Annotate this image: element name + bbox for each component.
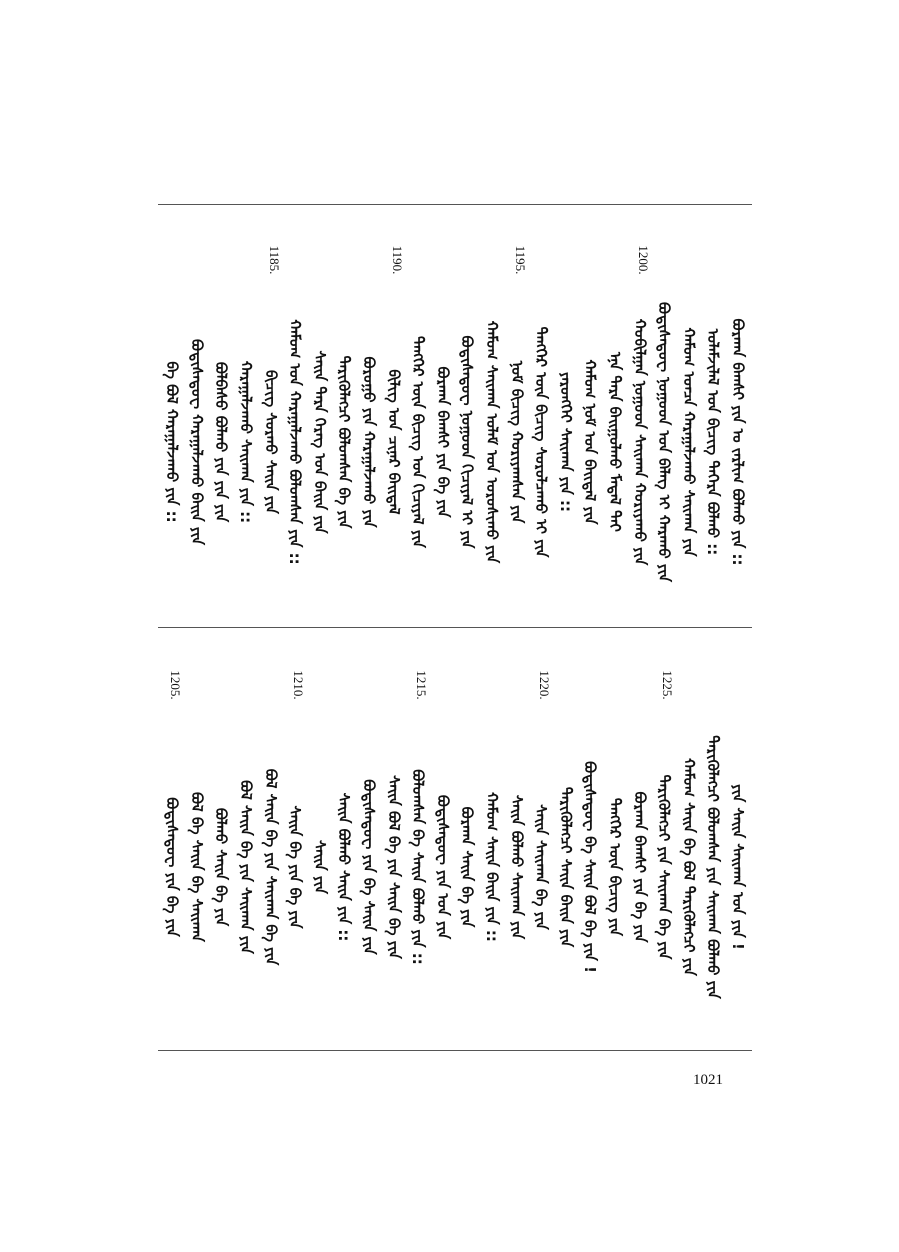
verse-column bbox=[730, 240, 752, 610]
verse-column bbox=[533, 665, 555, 1035]
verse-line: ᠶᠢᠨ ᠰᠠᠢᠨ ᠰᠠᠢᠬᠠᠨ ᠤᠨ ᠶᠢᠨ ! bbox=[729, 784, 747, 950]
verse-line: ᠪᠣᠳᠢᠰᠠᠳᠤᠸ ᠨᠤᠭᠤᠳ ᠤᠨ ᠪᠡᠯᠡᠭ ᠢ ᠬᠠᠷᠠᠬᠤ ᠶᠢᠨ bbox=[655, 301, 674, 583]
line-number bbox=[435, 240, 457, 280]
line-number bbox=[336, 665, 358, 705]
verse-column bbox=[410, 240, 432, 610]
verse-line: ᠪᠣᠯ ᠰᠠᠢᠨ ᠪᠠ ᠶᠢᠨ ᠰᠠᠢᠬᠠᠨ ᠪᠠ ᠶᠢᠨ bbox=[261, 768, 280, 966]
verse-column bbox=[410, 665, 432, 1035]
line-number bbox=[607, 240, 629, 280]
line-number bbox=[730, 240, 752, 280]
line-number bbox=[164, 240, 186, 280]
verse-line: ᠪᠣᠯ ᠪᠠ ᠰᠠᠢᠨ ᠪᠠ ᠰᠠᠢᠬᠠᠨ bbox=[187, 792, 206, 942]
verse-line: ᠪᠣᠯᠬᠤ ᠰᠠᠢᠨ ᠪᠠ ᠶᠢᠨ bbox=[212, 807, 231, 927]
verse-column bbox=[459, 665, 481, 1035]
verse-column bbox=[607, 240, 629, 610]
verse-line: ᠲᠡᠩᠭᠡᠷ ᠦᠨ ᠪᠢᠴᠢᠭ ᠶᠢᠨ bbox=[606, 797, 624, 937]
verse-line: ᠲᠡᠩᠭᠡᠷ ᠦᠨ ᠪᠢᠴᠢᠭ ᠰᠤᠷᠤᠯᠴᠠᠬᠤ ᠢ ᠶᠢᠨ bbox=[532, 326, 551, 558]
line-number bbox=[582, 665, 604, 705]
verse-line: ᠪᠤᠷᠬᠠᠨ ᠪᠠᠭᠰᠢ ᠶᠢᠨ ᠪᠠ ᠶᠢᠨ bbox=[433, 366, 452, 518]
verse-column bbox=[681, 240, 703, 610]
verse-line: ᠰᠠᠢᠨ ᠶᠢᠨ bbox=[310, 839, 329, 895]
line-number: 1225. bbox=[660, 670, 676, 700]
verse-line: ᠰᠠᠢᠨ ᠪᠣᠯᠬᠤ ᠰᠠᠢᠨ ᠶᠢᠨ :: bbox=[335, 792, 354, 942]
line-number: 1215. bbox=[414, 670, 430, 700]
verse-line: ᠲᠡᠷᠢᠭᠦᠯᠡᠭᠴᠢ ᠶᠢᠨ ᠰᠠᠢᠬᠠᠨ ᠪᠠ ᠶᠢᠨ bbox=[655, 774, 674, 960]
verse-line: ᠪᠣᠳᠢᠰᠠᠳᠤᠸ ᠪᠠ ᠰᠠᠢᠨ ᠪᠣᠯ ᠪᠠ ᠶᠢᠨ ! bbox=[581, 761, 600, 973]
line-number bbox=[213, 240, 235, 280]
verse-line: ᠪᠢᠴᠢᠭ ᠰᠤᠷᠬᠤ ᠰᠠᠢᠨ ᠶᠢᠨ bbox=[261, 370, 280, 514]
verse-line: ᠪᠣᠯᠤᠭᠰᠠᠨ ᠪᠠ ᠰᠠᠢᠨ ᠪᠣᠯᠬᠤ ᠶᠢᠨ :: bbox=[409, 769, 428, 965]
verse-column bbox=[705, 240, 727, 610]
verse-line: ᠪᠣᠳᠢᠰᠠᠳᠤᠸ ᠶᠢᠨ ᠪᠠ ᠶᠢᠨ bbox=[163, 797, 182, 937]
line-number: 1205. bbox=[168, 670, 184, 700]
line-number bbox=[681, 240, 703, 280]
verse-column bbox=[386, 665, 408, 1035]
verse-column bbox=[632, 240, 654, 610]
verse-column bbox=[164, 240, 186, 610]
line-number: 1210. bbox=[291, 670, 307, 700]
line-number bbox=[607, 665, 629, 705]
line-number: 1200. bbox=[635, 245, 651, 275]
line-number bbox=[386, 665, 408, 705]
verse-line: ᠪᠤᠷᠬᠠᠨ ᠰᠠᠢᠨ ᠪᠠ ᠶᠢᠨ bbox=[458, 806, 477, 928]
verse-line: ᠬᠠᠮᠤᠭ ᠤᠨ ᠬᠠᠷᠠᠭᠠᠯᠵᠠᠬᠤ ᠪᠣᠯᠤᠭᠰᠠᠨ ᠶᠢᠨ :: bbox=[286, 319, 305, 565]
verse-line: ᠰᠠᠢᠨ ᠰᠠᠢᠬᠠᠨ ᠪᠠ ᠶᠢᠨ bbox=[532, 804, 551, 930]
line-number bbox=[238, 240, 260, 280]
verse-line: ᠪᠠ ᠪᠣᠯ ᠬᠠᠷᠠᠭᠠᠯᠵᠠᠬᠤ ᠶᠢᠨ :: bbox=[163, 361, 182, 523]
verse-line: ᠡᠨᠡ ᠲᠡᠷᠡ ᠪᠠᠢᠭᠤᠯᠬᠤ ᠮᠡᠳᠡᠯ ᠲᠡᠢ bbox=[606, 352, 624, 532]
verse-column bbox=[238, 240, 260, 610]
verse-line: ᠲᠡᠩᠭᠡᠷ ᠦᠨ ᠪᠢᠴᠢᠭ ᠤᠨ ᠬᠢᠴᠢᠶᠡᠯ ᠶᠢᠨ bbox=[409, 336, 428, 548]
verse-column bbox=[509, 665, 531, 1035]
line-number bbox=[336, 240, 358, 280]
line-number bbox=[656, 240, 678, 280]
verse-line: ᠶᠡᠷᠦᠩᠬᠡᠢ ᠰᠠᠢᠬᠠᠨ ᠶᠢᠨ :: bbox=[556, 372, 575, 512]
verse-column bbox=[558, 665, 580, 1035]
line-number bbox=[410, 240, 432, 280]
line-number bbox=[263, 665, 285, 705]
verse-column bbox=[607, 665, 629, 1035]
lower-verse-block bbox=[158, 665, 752, 1035]
line-number bbox=[558, 665, 580, 705]
upper-verse-block bbox=[158, 240, 752, 610]
verse-column bbox=[509, 240, 531, 610]
top-rule bbox=[158, 204, 752, 205]
verse-column bbox=[238, 665, 260, 1035]
verse-column bbox=[189, 240, 211, 610]
verse-line: ᠪᠣᠳᠢᠰᠠᠳᠤᠸ ᠬᠠᠷᠠᠭᠠᠯᠵᠠᠬᠤ ᠪᠠᠢᠨ ᠶᠢᠨ bbox=[187, 339, 206, 545]
line-number bbox=[509, 665, 531, 705]
verse-line: ᠪᠢᠯᠢᠭ ᠤᠨ ᠴᠢᠨᠠᠷ ᠪᠠᠢᠳᠠᠯ bbox=[384, 369, 403, 515]
verse-line: ᠪᠣᠳᠢᠰᠠᠳᠤᠸ ᠶᠢᠨ ᠤᠨ ᠶᠢᠨ bbox=[433, 794, 452, 940]
verse-column bbox=[435, 665, 457, 1035]
verse-line: ᠪᠣᠯᠪᠠᠰᠤ ᠪᠣᠯᠬᠤ ᠶᠢᠨ ᠶᠢᠨ ᠶᠢᠨ bbox=[212, 361, 231, 523]
verse-column bbox=[656, 240, 678, 610]
line-number bbox=[705, 665, 727, 705]
verse-line: ᠪᠣᠷᠣᠭᠣ ᠶᠢᠨ ᠬᠠᠷᠠᠭᠠᠯᠵᠠᠬᠤ ᠶᠢᠨ bbox=[360, 356, 378, 528]
line-number bbox=[312, 240, 334, 280]
verse-column bbox=[386, 240, 408, 610]
middle-rule bbox=[158, 627, 752, 628]
verse-column bbox=[681, 665, 703, 1035]
line-number bbox=[189, 240, 211, 280]
verse-column bbox=[263, 665, 285, 1035]
verse-column bbox=[213, 240, 235, 610]
verse-column bbox=[656, 665, 678, 1035]
verse-line: ᠬᠠᠷᠠᠭᠠᠯᠵᠠᠬᠤ ᠰᠠᠢᠬᠠᠨ ᠶᠢᠨ :: bbox=[237, 360, 255, 524]
verse-column bbox=[533, 240, 555, 610]
verse-line: ᠬᠠᠮᠤᠭ ᠣᠨᠴᠠ ᠬᠠᠷᠠᠭᠠᠯᠵᠠᠬᠤ ᠰᠠᠢᠬᠠᠨ ᠶᠢᠨ bbox=[679, 327, 698, 557]
line-number: 1185. bbox=[266, 245, 282, 275]
verse-line: ᠰᠠᠢᠨ ᠲᠡᠷᠡ ᠬᠡᠷᠡᠭ ᠤᠨ ᠪᠠᠢᠨ ᠶᠢᠨ bbox=[310, 350, 329, 534]
verse-line: ᠨᠣᠮ ᠪᠢᠴᠢᠭ ᠬᠤᠷᠢᠶᠠᠭᠰᠠᠨ ᠶᠢᠨ bbox=[507, 360, 526, 524]
verse-line: ᠰᠠᠢᠨ ᠪᠠ ᠶᠢᠨ ᠪᠠ ᠶᠢᠨ bbox=[286, 805, 305, 929]
verse-column bbox=[287, 665, 309, 1035]
line-number bbox=[189, 665, 211, 705]
verse-line: ᠤᠯᠠᠮᠵᠢᠯᠠᠯ ᠤᠨ ᠪᠢᠴᠢᠭ ᠳᠡᠭᠡᠷᠡ ᠪᠣᠯᠬᠤ :: bbox=[704, 328, 723, 556]
verse-line: ᠬᠠᠮᠤᠭ ᠰᠠᠢᠬᠠᠨ ᠤᠯᠠᠮ ᠤᠨ ᠤᠷᠤᠰᠢᠬᠤ ᠶᠢᠨ bbox=[483, 320, 501, 564]
verse-column bbox=[435, 240, 457, 610]
verse-line: ᠰᠠᠢᠨ ᠪᠣᠯᠬᠤ ᠰᠠᠢᠬᠠᠨ ᠶᠢᠨ bbox=[507, 794, 526, 940]
verse-column bbox=[263, 240, 285, 610]
verse-line: ᠬᠠᠮᠤᠭ ᠨᠣᠮ ᠤᠨ ᠪᠠᠢᠳᠠᠯ ᠶᠢᠨ bbox=[581, 359, 600, 525]
verse-line: ᠪᠣᠳᠢᠰᠠᠳᠤᠸ ᠨᠤᠭᠤᠳ ᠬᠢᠴᠢᠶᠡᠯ ᠢ ᠶᠢᠨ bbox=[458, 335, 477, 549]
verse-column bbox=[730, 665, 752, 1035]
verse-column bbox=[164, 665, 186, 1035]
verse-column bbox=[312, 665, 334, 1035]
verse-column bbox=[558, 240, 580, 610]
verse-line: ᠪᠣᠯ ᠰᠠᠢᠨ ᠪᠠ ᠶᠢᠨ ᠰᠠᠢᠬᠠᠨ ᠶᠢᠨ bbox=[237, 780, 255, 954]
verse-column bbox=[336, 665, 358, 1035]
verse-column bbox=[336, 240, 358, 610]
line-number bbox=[459, 240, 481, 280]
verse-line: ᠲᠡᠷᠢᠭᠦᠯᠡᠭᠴᠢ ᠪᠣᠯᠤᠭᠰᠠᠨ ᠪᠠ ᠶᠢᠨ bbox=[335, 355, 354, 529]
line-number bbox=[459, 665, 481, 705]
line-number bbox=[312, 665, 334, 705]
line-number bbox=[435, 665, 457, 705]
verse-column bbox=[287, 240, 309, 610]
verse-line: ᠬᠠᠮᠤᠭ ᠰᠠᠢᠨ ᠪᠠᠢᠨ ᠶᠢᠨ :: bbox=[483, 792, 501, 942]
line-number bbox=[238, 665, 260, 705]
line-number bbox=[287, 240, 309, 280]
verse-column bbox=[213, 665, 235, 1035]
verse-line: ᠰᠠᠢᠨ ᠪᠣᠯ ᠪᠠ ᠶᠢᠨ ᠰᠠᠢᠨ ᠪᠠ ᠶᠢᠨ bbox=[384, 775, 403, 959]
verse-line: ᠲᠡᠷᠢᠭᠦᠯᠡᠭᠴᠢ ᠰᠠᠢᠨ ᠪᠠᠢᠨ ᠶᠢᠨ bbox=[556, 786, 575, 948]
line-number bbox=[484, 665, 506, 705]
verse-line: ᠪᠤᠷᠬᠠᠨ ᠪᠠᠭᠰᠢ ᠶᠢᠨ ᠪᠠ ᠶᠢᠨ bbox=[630, 791, 649, 943]
verse-column bbox=[632, 665, 654, 1035]
line-number bbox=[632, 665, 654, 705]
line-number bbox=[484, 240, 506, 280]
verse-column bbox=[582, 665, 604, 1035]
verse-line: ᠬᠤᠪᠢᠯᠭᠠᠨ ᠨᠤᠭᠤᠳ ᠰᠠᠢᠬᠠᠨ ᠬᠤᠷᠢᠶᠠᠬᠤ ᠶᠢᠨ bbox=[630, 318, 649, 566]
verse-line: ᠪᠤᠷᠬᠠᠨ ᠪᠠᠭᠰᠢ ᠶᠢᠨ ᠤ ᠵᠠᠷᠯᠢᠭ ᠪᠣᠯᠬᠤ ᠶᠢᠨ :: bbox=[729, 318, 747, 566]
line-number bbox=[730, 665, 752, 705]
verse-column bbox=[361, 665, 383, 1035]
verse-column bbox=[459, 240, 481, 610]
line-number: 1190. bbox=[389, 245, 405, 275]
verse-column bbox=[484, 665, 506, 1035]
verse-column bbox=[705, 665, 727, 1035]
line-number bbox=[533, 240, 555, 280]
bottom-rule bbox=[158, 1050, 752, 1051]
line-number: 1195. bbox=[512, 245, 528, 275]
verse-column bbox=[312, 240, 334, 610]
line-number bbox=[213, 665, 235, 705]
line-number bbox=[558, 240, 580, 280]
verse-column bbox=[189, 665, 211, 1035]
verse-line: ᠬᠠᠮᠤᠭ ᠰᠠᠢᠨ ᠪᠠ ᠪᠣᠯ ᠲᠡᠷᠢᠭᠦᠯᠡᠭᠴᠢ ᠶᠢᠨ bbox=[679, 758, 698, 976]
verse-column bbox=[582, 240, 604, 610]
verse-line: ᠪᠣᠳᠢᠰᠠᠳᠤᠸ ᠶᠢᠨ ᠪᠠ ᠰᠠᠢᠨ ᠶᠢᠨ bbox=[360, 779, 378, 955]
line-number bbox=[361, 665, 383, 705]
line-number bbox=[705, 240, 727, 280]
verse-column bbox=[361, 240, 383, 610]
verse-column bbox=[484, 240, 506, 610]
verse-line: ᠲᠡᠷᠢᠭᠦᠯᠡᠭᠴᠢ ᠪᠣᠯᠤᠭᠰᠠᠨ ᠶᠢᠨ ᠰᠠᠢᠬᠠᠨ ᠪᠣᠯᠬᠤ ᠶᠢᠨ bbox=[704, 735, 723, 999]
line-number: 1220. bbox=[537, 670, 553, 700]
line-number bbox=[582, 240, 604, 280]
line-number bbox=[361, 240, 383, 280]
line-number bbox=[681, 665, 703, 705]
page-number: 1021 bbox=[693, 1072, 723, 1088]
